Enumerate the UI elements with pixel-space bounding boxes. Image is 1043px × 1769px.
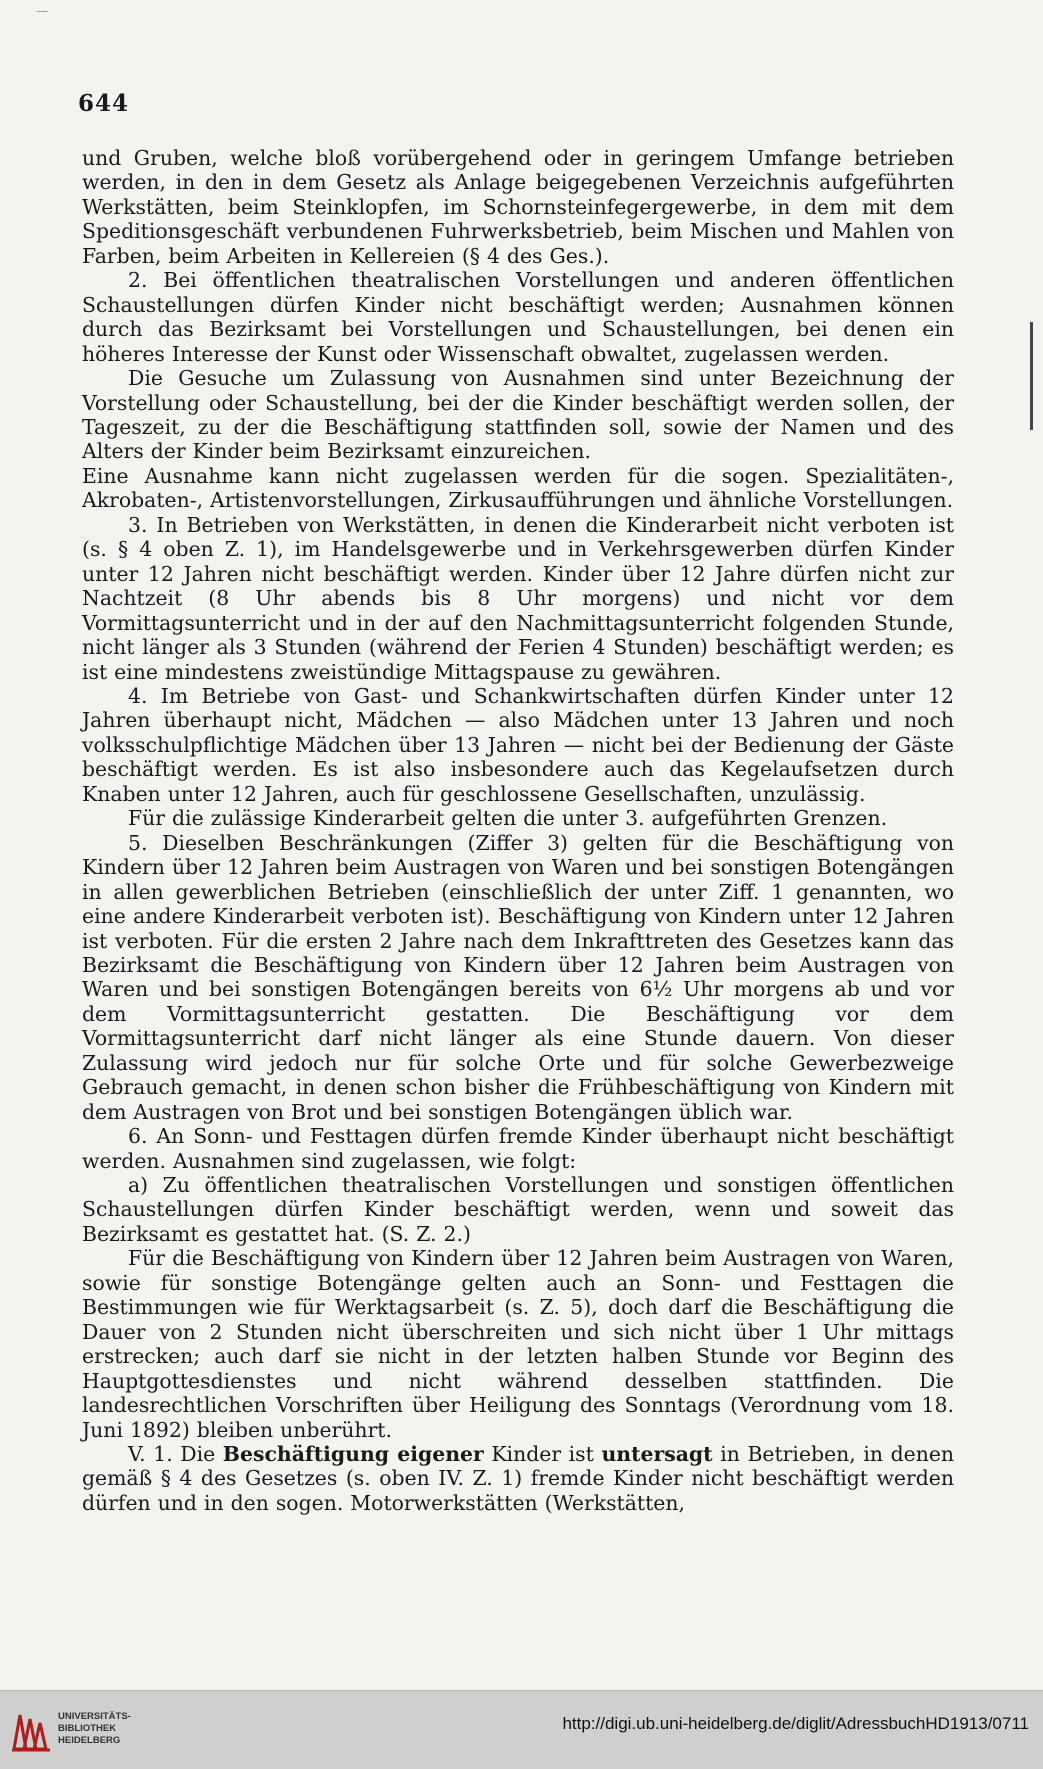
- paragraph: a) Zu öffentlichen theatralischen Vorstellungen und sonstigen öffentlichen Schaustellungen dürfen Kinder beschäftigt werden, wenn und soweit das Bezirksamt es gestattet hat. (S. Z. 2.): [82, 1173, 954, 1246]
- footer-bar: [0, 1690, 1043, 1769]
- body-text: [82, 146, 954, 1515]
- paragraph: Für die Beschäftigung von Kindern über 12 Jahren beim Austragen von Waren, sowie für sonstige Botengänge gelten auch an Sonn- und Festtagen die Bestimmungen wie für Werktagsarbeit (s. Z. 5), doch darf die Beschäftigung die Dauer von 2 Stunden nicht überschreiten und sich nicht über 1 Uhr mittags erstrecken; auch darf sie nicht in der letzten halben Stunde vor Beginn des Hauptgottesdienstes und nicht während desselben stattfinden. Die landesrechtlichen Vorschriften über Heiligung des Sonntags (Verordnung vom 18. Juni 1892) bleiben unberührt.: [82, 1246, 954, 1442]
- library-seal-icon: [10, 1709, 52, 1753]
- paragraph: 2. Bei öffentlichen theatralischen Vorstellungen und anderen öffentlichen Schaustellungen dürfen Kinder nicht beschäftigt werden; Ausnahmen können durch das Bezirksamt bei Vorstellungen und Schaustellungen, bei denen ein höheres Interesse der Kunst oder Wissenschaft obwaltet, zugelassen werden.: [82, 268, 954, 366]
- source-url-link[interactable]: http://digi.ub.uni-heidelberg.de/diglit/AdressbuchHD1913/0711: [562, 1714, 1029, 1733]
- margin-mark: [1030, 322, 1033, 430]
- corner-mark: —: [36, 4, 48, 18]
- paragraph: 4. Im Betriebe von Gast- und Schankwirtschaften dürfen Kinder unter 12 Jahren überhaupt nicht, Mädchen — also Mädchen unter 13 Jahren und noch volksschulpflichtige Mädchen über 13 Jahren — nicht bei der Bedienung der Gäste beschäftigt werden. Es ist also insbesondere auch das Kegelaufsetzen durch Knaben unter 12 Jahren, auch für geschlossene Gesellschaften, unzulässig.: [82, 683, 954, 806]
- final-lead: V. 1. Die: [128, 1442, 216, 1467]
- final-paragraph: [82, 1442, 954, 1515]
- logo-line: UNIVERSITÄTS-: [58, 1711, 131, 1722]
- paragraph: 3. In Betrieben von Werkstätten, in denen die Kinderarbeit nicht verboten ist (s. § 4 oben Z. 1), im Handelsgewerbe und in Verkehrsgewerben dürfen Kinder unter 12 Jahren nicht beschäftigt werden. Kinder über 12 Jahre dürfen nicht zur Nachtzeit (8 Uhr abends bis 8 Uhr morgens) und nicht vor dem Vormittagsunterricht und in der auf den Nachmittagsunterricht folgenden Stunde, nicht länger als 3 Stunden (während der Ferien 4 Stunden) beschäftigt werden; es ist eine mindestens zweistündige Mittagspause zu gewähren.: [82, 512, 954, 684]
- logo-line: BIBLIOTHEK: [58, 1723, 117, 1734]
- final-tail: in Betrieben, in denen gemäß § 4 des Gesetzes (s. oben IV. Z. 1) fremde Kinder nicht beschäftigt werden dürfen und in den sogen. Motorwerkstätten (Werkstätten,: [82, 1442, 955, 1515]
- logo-line: HEIDELBERG: [58, 1735, 121, 1746]
- page-number: 644: [78, 90, 130, 117]
- paragraph: Eine Ausnahme kann nicht zugelassen werden für die sogen. Spezialitäten-, Akrobaten-, Artistenvorstellungen, Zirkusaufführungen und ähnliche Vorstellungen.: [82, 463, 954, 513]
- logo-text: [58, 1711, 131, 1747]
- paragraph: und Gruben, welche bloß vorübergehend oder in geringem Umfange betrieben werden, in den in dem Gesetz als Anlage beigegebenen Verzeichnis aufgeführten Werkstätten, beim Steinklopfen, im Schornsteinfegergewerbe, in dem mit dem Speditionsgeschäft verbundenen Fuhrwerksbetrieb, beim Mischen und Mahlen von Farben, beim Arbeiten in Kellereien (§ 4 des Ges.).: [82, 146, 954, 268]
- paragraph: 5. Dieselben Beschränkungen (Ziffer 3) gelten für die Beschäftigung von Kindern über 12 Jahren beim Austragen von Waren und bei sonstigen Botengängen in allen gewerblichen Betrieben (einschließlich der unter Ziff. 1 genannten, wo eine andere Kinderarbeit verboten ist). Beschäftigung von Kindern unter 12 Jahren ist verboten. Für die ersten 2 Jahre nach dem Inkrafttreten des Gesetzes kann das Bezirksamt die Beschäftigung von Kindern über 12 Jahren beim Austragen von Waren und bei sonstigen Botengängen bereits von 6½ Uhr morgens ab und vor dem Vormittagsunterricht gestatten. Die Beschäftigung vor dem Vormittagsunterricht darf nicht länger als eine Stunde dauern. Von dieser Zulassung wird jedoch nur für solche Orte und für solche Gewerbezweige Gebrauch gemacht, in denen schon bisher die Frühbeschäftigung von Kindern mit dem Austragen von Brot und bei sonstigen Botengängen üblich war.: [82, 830, 954, 1124]
- paragraph: Für die zulässige Kinderarbeit gelten die unter 3. aufgeführten Grenzen.: [128, 806, 888, 831]
- paragraph: Die Gesuche um Zulassung von Ausnahmen sind unter Bezeichnung der Vorstellung oder Schaustellung, bei der die Kinder beschäftigt werden sollen, der Tageszeit, zu der die Beschäftigung stattfinden soll, sowie der Namen und des Alters der Kinder beim Bezirksamt einzureichen.: [82, 366, 954, 464]
- paragraph: 6. An Sonn- und Festtagen dürfen fremde Kinder überhaupt nicht beschäftigt werden. Ausnahmen sind zugelassen, wie folgt:: [82, 1124, 954, 1173]
- final-mid: Kinder ist: [491, 1442, 594, 1467]
- emphasis-own-children: Beschäftigung eigener: [222, 1442, 484, 1467]
- emphasis-prohibited: untersagt: [601, 1442, 713, 1467]
- library-logo[interactable]: [10, 1705, 140, 1757]
